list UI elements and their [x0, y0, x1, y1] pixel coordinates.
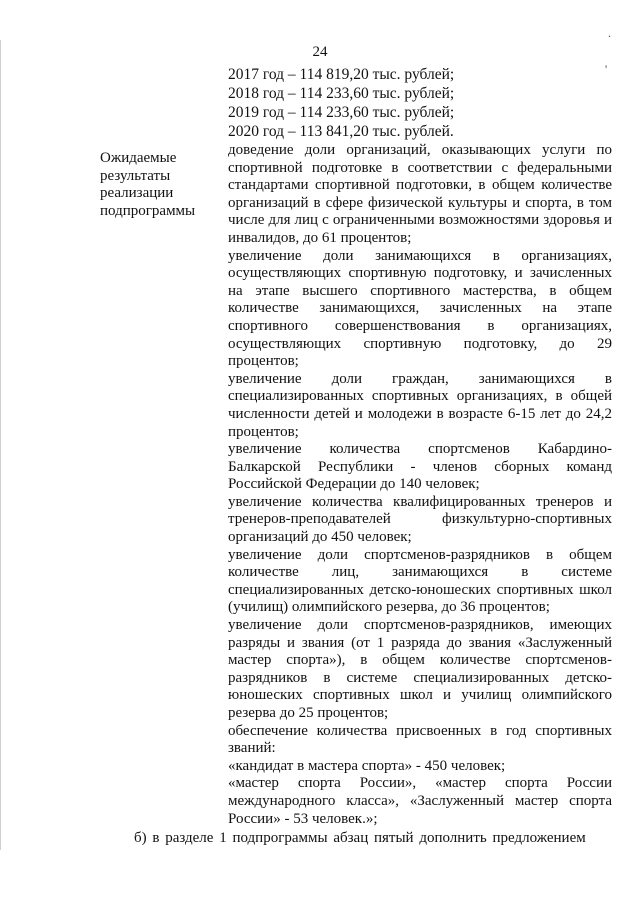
result-item: «кандидат в мастера спорта» - 450 человек; — [228, 757, 506, 774]
expected-results-list — [228, 142, 612, 828]
funding-line-2019: 2019 год – 114 233,60 тыс. рублей; — [228, 104, 455, 121]
result-item: увеличение доли граждан, занимающихся в специализированных спортивных организациях, в общей численности детей и молодежи в возрасте 6-15 лет до 24,2 процентов; — [228, 370, 612, 440]
result-item: «мастер спорта России», «мастер спорта России международного класса», «Заслуженный мастер спорта России» - 53 человек.»; — [228, 775, 612, 827]
result-item: доведение доли организаций, оказывающих услуги по спортивной подготовке в соответствии с федеральными стандартами спортивной подготовки, в общем количестве организаций в сфере физической культуры и спорта, в том числе для лиц с ограниченными возможностями здоровья и инвалидов, до 61 процентов; — [228, 142, 612, 246]
funding-by-year — [228, 65, 454, 141]
scan-mark: . — [608, 26, 611, 40]
funding-line-2020: 2020 год – 113 841,20 тыс. рублей. — [228, 123, 454, 140]
funding-line-2017: 2017 год – 114 819,20 тыс. рублей; — [228, 66, 455, 83]
result-item: увеличение количества квалифицированных тренеров и тренеров-преподавателей физкультурно-спортивных организаций до 450 человек; — [228, 493, 612, 546]
result-item: увеличение доли занимающихся в организациях, осуществляющих спортивную подготовку, и зачисленных на этапе высшего спортивного мастерства, в общем количестве занимающихся, зачисленных на этапе спортивного совершенствования в организациях, осуществляющих спортивную подготовку, до 29 процентов; — [228, 247, 612, 370]
page-number: 24 — [312, 44, 328, 60]
result-item: увеличение количества спортсменов Кабардино-Балкарской Республики - членов сборных команд Российской Федерации до 140 человек; — [228, 441, 612, 493]
result-item: увеличение доли спортсменов-разрядников, имеющих разряды и звания (от 1 разряда до звания «Заслуженный мастер спорта»), в общем количестве спортсменов-разрядников в системе специализированных детско-юношеских спортивных школ и училищ олимпийского резерва до 25 процентов; — [228, 617, 612, 721]
scan-mark: ' — [605, 62, 608, 76]
expected-results-label: Ожидаемые результаты реализации подпрограммы — [100, 150, 196, 219]
page-left-rule — [0, 40, 1, 850]
amendment-paragraph: б) в разделе 1 подпрограммы абзац пятый дополнить предложением — [134, 830, 586, 846]
result-item: обеспечение количества присвоенных в год спортивных званий: — [228, 722, 612, 757]
result-item: увеличение доли спортсменов-разрядников в общем количестве лиц, занимающихся в системе специализированных детско-юношеских спортивных школ (училищ) олимпийского резерва, до 36 процентов; — [228, 546, 612, 616]
funding-line-2018: 2018 год – 114 233,60 тыс. рублей; — [228, 85, 455, 102]
